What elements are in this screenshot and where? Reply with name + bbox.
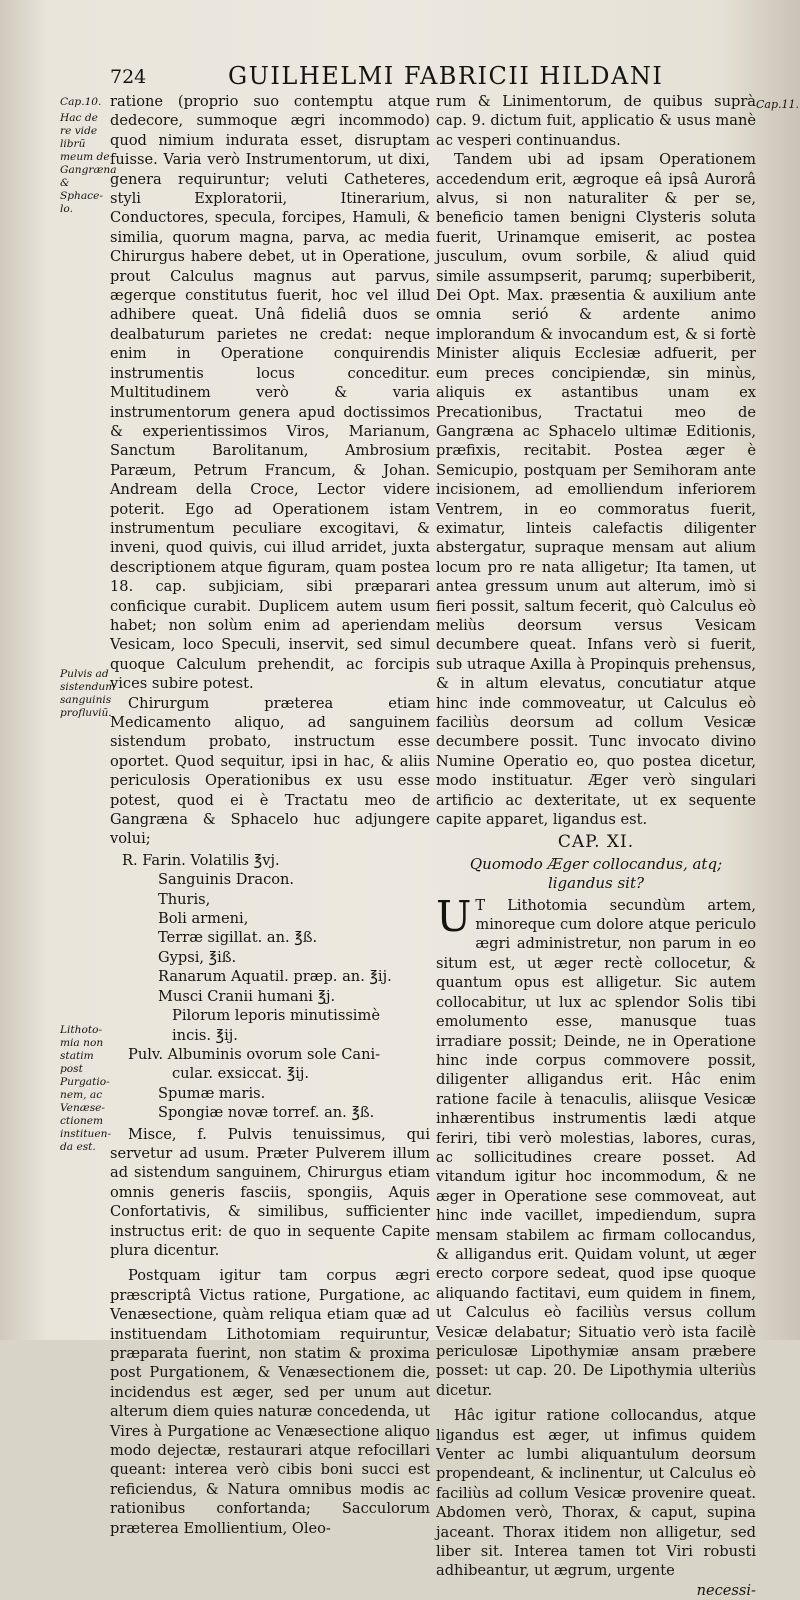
right-paragraph-2: Tandem ubi ad ipsam Operationem accedendum erit, ægroque eâ ipsâ Aurorâ alvus, si non naturaliter & per se, beneficio tamen benigni Clysteris soluta fuerit, Urinamque emiserit, ac postea jusculum, ovum sorbile, & aliud quid simile assumpserit, parumq; superbiberit, Dei Opt. Max. præsentia & auxilium ante omnia serió & ardente animo implorandum & invocandum est, & si fortè Minister aliquis Ecclesiæ adfuerit, per eum preces concipiendæ, sin minùs, aliquis ex astantibus unam ex Precationibus, Tractatui meo de Gangræna ac Sphacelo ultimæ Editionis, præfixis, recitabit. Postea æger è Semicupio, postquam per Semihoram ante incisionem, ad emolliendum inferiorem Ventrem, in eo commoratus fuerit, eximatur, linteis calefactis diligenter abstergatur, supraque mensam aut alium locum pro re nata alligetur; Ita tamen, ut antea gressum unum aut alterum, imò si fieri possit, saltum fecerit, quò Calculus eò meliùs deorsum versus Vesicam decumbere queat. Infans verò si fuerit, sub utraque Axilla à Propinquis prehensus, & in altum elevatus, concutiatur atque hinc inde commoveatur, ut Calculus eò faciliùs deorsum ad collum Vesicæ decumbere possit. Tunc invocato divino Numine Operatio eo, quo postea dicetur, modo instituatur. Æger verò singulari artificio ac dexteritate, ut ex sequente capite apparet, ligandus est. — [436, 151, 756, 829]
left-paragraph-2: Chirurgum præterea etiam Medicamento aliquo, ad sanguinem sistendum probato, instructum esse oportet. Quod sequitur, ipsi in hac, & aliis periculosis Operationibus ex usu esse potest, quod ei è Tractatu meo de Gangræna & Sphacelo huc adjungere volui; — [110, 694, 430, 848]
margin-note-chapter-ref: Cap.10. — [60, 96, 102, 108]
recipe-line: incis. ℥ij. — [172, 1026, 238, 1044]
recipe-list — [110, 851, 430, 1123]
recipe-line: Sanguinis Dracon. — [158, 871, 295, 889]
right-paragraph-4: Hâc igitur ratione collocandus, atque ligandus est æger, ut infimus quidem Venter ac lumbi aliquantulum deorsum propendeant, & inclinentur, ut Calculus eò faciliùs ad collum Vesicæ provenire queat. Abdomen verò, Thorax, & caput, supina jaceant. Thorax itidem non alligetur, sed liber sit. Interea tamen tot Viri robusti adhibeantur, ut ægrum, urgente — [436, 1407, 756, 1580]
running-title: GUILHELMI FABRICII HILDANI — [228, 62, 664, 90]
right-column — [436, 92, 756, 1600]
right-paragraph-1: rum & Linimentorum, de quibus suprà cap. 9. dictum fuit, applicatio & usus manè ac vesperi continuandus. — [436, 93, 756, 149]
left-paragraph-1: ratione (proprio suo contemptu atque dedecore, summoque ægri incommodo) quod nimium indurata esset, disruptam fuisse. Varia verò Instrumentorum, ut dixi, genera requiruntur; veluti Catheteres, styli Exploratorii, Itinerarium, Conductores, specula, forcipes, Hamuli, & similia, quorum magna, parva, ac media Chirurgus habere debet, ut in Operatione, prout Calculus magnus aut parvus, ægerque constitutus fuerit, hoc vel illud adhibere queat. Unâ fideliâ duos se dealbaturum parietes ne credat: neque enim in Operatione conquirendis instrumentis locus conceditur. Multitudinem verò & varia instrumentorum genera apud doctissimos & experientissimos Viros, Marianum, Sanctum Barolitanum, Ambrosium Paræum, Petrum Francum, & Johan. Andream della Croce, Lector videre poterit. Ego ad Operationem istam instrumentum peculiare excogitavi, & inveni, quod quivis, cui illud arridet, juxta descriptionem atque figuram, quam postea 18. cap. subjiciam, sibi præparari conficique curabit. Duplicem autem usum habet; non solùm enim ad aperiendam Vesicam, loco Speculi, inservit, sed simul quoque Calculum prehendit, ac forcipis vices subire potest. — [110, 93, 430, 693]
recipe-line: Thuris, — [158, 890, 211, 908]
chapter-heading: CAP. XI. — [557, 832, 635, 853]
margin-note-lithotomia: Lithoto-mia non statim post Purgatio-nem, ac Venæse-ctionem instituen-da est. — [60, 1024, 112, 1153]
recipe-line: cular. exsiccat. ℥ij. — [172, 1065, 310, 1083]
recipe-line: Pulv. Albuminis ovorum sole Cani- — [128, 1045, 381, 1063]
recipe-line: Gypsi, ℥iß. — [158, 948, 237, 966]
right-paragraph-3-text: T Lithotomia secundùm artem, minoreque cum dolore atque periculo ægri administretur, non parum in eo situm est, ut æger rectè collocetur, & quantum opus est alligetur. Sic autem collocabitur, ut lux ac splendor Solis tibi emolumento esse, manusque tuas irradiare possit; Deinde, ne in Operatione hinc inde corpus commovere possit, diligenter alligandus erit. Hâc enim ratione facile à tenaculis, aliisque Vesicæ inhærentibus instrumentis lædi atque feriri, tibi verò molestias, labores, curas, ac sollicitudines creare posset. Ad vitandum igitur hoc incommodum, & ne æger in Operatione sese commoveat, aut hinc inde vacillet, impediendum, supra mensam stabilem ac firmam collocandus, & alligandus erit. Quidam volunt, ut æger erecto corpore sedeat, quod ipse quoque aliquando factitavi, eum quidem in finem, ut Calculus eò faciliùs versus collum Vesicæ delabatur; Situatio verò ista facilè periculosæ Lipothymiæ ansam præbere posset: ut cap. 20. De Lipothymia ulteriùs dicetur. — [436, 896, 756, 1399]
recipe-line: R. Farin. Volatilis ℥vj. — [122, 851, 280, 869]
chapter-subheading: Quomodo Æger collocandus, atq; ligandus sit? — [469, 854, 723, 893]
running-head — [110, 62, 790, 92]
left-paragraph-3: Misce, f. Pulvis tenuissimus, qui servetur ad usum. Præter Pulverem illum ad sistendum sanguinem, Chirurgus etiam omnis generis fasciis, spongiis, Aquis Confortativis, & similibus, sufficienter instructus erit: de quo in sequente Capite plura dicentur. — [110, 1125, 430, 1259]
recipe-line: Musci Cranii humani ℥j. — [158, 987, 336, 1005]
recipe-line: Terræ sigillat. an. ℥ß. — [158, 929, 318, 947]
margin-note-gangrene-ref: Hac de re vide librũ meum de Gangræna & Sphace-lo. — [60, 112, 117, 215]
left-column — [110, 92, 430, 1538]
margin-note-pulvis: Pulvis ad sistendum sanguinis profluviũ. — [60, 668, 116, 719]
recipe-line: Spumæ maris. — [158, 1084, 266, 1102]
right-paragraph-3 — [436, 891, 756, 1401]
recipe-line: Spongiæ novæ torref. an. ℥ß. — [158, 1104, 375, 1122]
recipe-line: Boli armeni, — [158, 910, 249, 928]
page-number: 724 — [110, 66, 147, 88]
recipe-line: Pilorum leporis minutissimè — [172, 1007, 380, 1025]
catchword: necessi- — [696, 1581, 756, 1599]
drop-cap-initial: U — [436, 891, 472, 941]
margin-note-right-chapter: Cap.11. — [756, 98, 800, 111]
left-paragraph-4: Postquam igitur tam corpus ægri præscriptâ Victus ratione, Purgatione, ac Venæsectione, quàm reliqua etiam quæ ad instituendam Lithotomiam requiruntur, præparata fuerint, non statim & proxima post Purgationem, & Venæsectionem die, incidendus est æger, sed per unum aut alterum diem quies naturæ concedenda, ut Vires à Purgatione ac Venæsectione aliquo modo dejectæ, restaurari atque refocillari queant: interea verò cibis boni succi est reficiendus, & Natura omnibus modis ac rationibus confortanda; Sacculorum præterea Emollientium, Oleo- — [110, 1267, 430, 1537]
recipe-line: Ranarum Aquatil. præp. an. ℥ij. — [158, 968, 392, 986]
